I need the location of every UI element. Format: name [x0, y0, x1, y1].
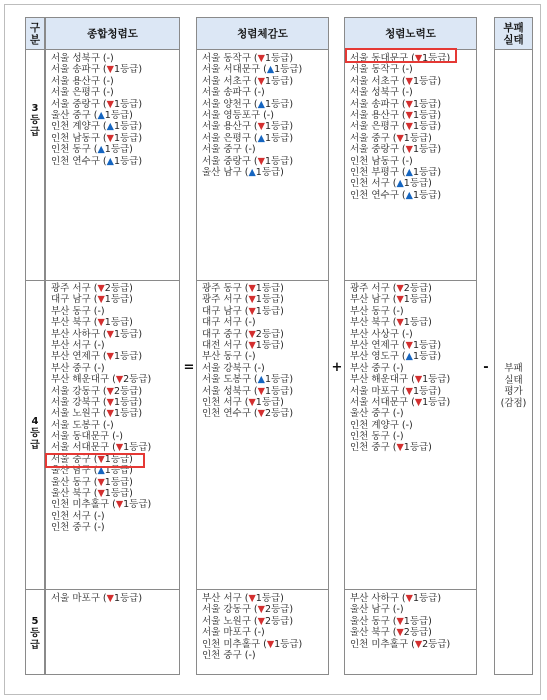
corruption-status-header-text: 부패 실태 [503, 21, 524, 46]
region-item: 인천 서구 (▼1등급) [202, 396, 284, 408]
region-item: 서울 성북구 (-) [51, 53, 114, 64]
region-item: 서울 마포구 (-) [202, 627, 265, 639]
down-arrow-icon: ▼ [106, 408, 114, 420]
down-arrow-icon: ▼ [257, 385, 265, 397]
down-arrow-icon: ▼ [248, 396, 256, 408]
down-arrow-icon: ▼ [97, 317, 105, 329]
region-item: 부산 동구 (-) [51, 305, 105, 317]
region-item: 인천 중구 (▼1등급) [350, 442, 432, 454]
down-arrow-icon: ▼ [257, 408, 265, 420]
region-item: 광주 서구 (▼2등급) [350, 283, 432, 294]
region-item: 서울 성북구 (▼1등급) [202, 385, 294, 397]
corruption-status-column [494, 17, 533, 675]
region-item: 서울 서초구 (▼1등급) [350, 75, 442, 87]
region-item: 인천 중구 (-) [51, 522, 105, 534]
up-arrow-icon: ▲ [257, 374, 265, 386]
down-arrow-icon: ▼ [405, 593, 413, 604]
region-item: 광주 동구 (▼1등급) [202, 283, 284, 294]
region-item: 서울 동대문구 (▼1등급) [350, 53, 451, 64]
down-arrow-icon: ▼ [115, 499, 124, 511]
region-item: 대구 남구 (▼1등급) [51, 294, 133, 306]
minus-operator: - [483, 360, 489, 375]
region-item: 울산 동구 (▼1등급) [51, 476, 133, 488]
up-arrow-icon: ▲ [266, 64, 275, 76]
col1-grade5-list [46, 593, 179, 604]
up-arrow-icon: ▲ [257, 98, 265, 110]
region-item: 인천 미추홀구 (▼2등급) [350, 638, 451, 650]
down-arrow-icon: ▼ [106, 385, 114, 397]
region-item: 인천 서구 (▲1등급) [350, 178, 432, 190]
region-item: 부산 영도구 (▲1등급) [350, 351, 442, 363]
down-arrow-icon: ▼ [257, 604, 265, 616]
grade-column [25, 17, 45, 675]
region-item: 서울 서대문구 (▼1등급) [51, 442, 152, 454]
down-arrow-icon: ▼ [414, 53, 423, 64]
down-arrow-icon: ▼ [97, 488, 105, 500]
down-arrow-icon: ▼ [396, 627, 404, 639]
down-arrow-icon: ▼ [248, 294, 256, 306]
region-item: 부산 연제구 (▼1등급) [350, 339, 442, 351]
col2-divider-3-4 [197, 280, 328, 281]
grade-column-header-text: 구 분 [29, 21, 41, 46]
down-arrow-icon: ▼ [414, 396, 423, 408]
up-arrow-icon: ▲ [97, 144, 105, 156]
region-item: 서울 중구 (-) [202, 144, 256, 156]
region-item: 부산 동구 (-) [350, 305, 404, 317]
down-arrow-icon: ▼ [248, 328, 256, 340]
down-arrow-icon: ▼ [396, 317, 404, 329]
region-item: 서울 중구 (▼1등급) [350, 132, 432, 144]
region-item: 부산 해운대구 (▼2등급) [51, 374, 152, 386]
down-arrow-icon: ▼ [97, 283, 105, 294]
down-arrow-icon: ▼ [257, 615, 265, 627]
col3-grade5-list [345, 593, 476, 650]
region-item: 울산 동구 (▼1등급) [350, 615, 432, 627]
col2-grade4-list [197, 283, 328, 420]
region-item: 울산 중구 (▲1등급) [51, 109, 133, 121]
region-item: 인천 중구 (-) [202, 649, 256, 661]
col2-grade3-list [197, 53, 328, 178]
region-item: 광주 서구 (▼1등급) [202, 294, 284, 306]
region-item: 서울 서초구 (▼1등급) [202, 75, 294, 87]
down-arrow-icon: ▼ [248, 339, 256, 351]
region-item: 서울 중구 (▼1등급) [51, 453, 133, 465]
region-item: 인천 계양구 (▲1등급) [51, 121, 143, 133]
region-item: 서울 노원구 (▼1등급) [51, 408, 143, 420]
region-item: 부산 서구 (▼1등급) [202, 593, 284, 604]
region-item: 서울 마포구 (▼1등급) [350, 385, 442, 397]
region-item: 부산 중구 (-) [51, 362, 105, 374]
integrity-effort-column [344, 17, 477, 675]
region-item: 부산 북구 (▼1등급) [350, 317, 432, 329]
down-arrow-icon: ▼ [257, 155, 265, 167]
region-item: 울산 북구 (▼1등급) [51, 488, 133, 500]
down-arrow-icon: ▼ [248, 283, 256, 294]
region-item: 서울 중랑구 (▼1등급) [51, 98, 143, 110]
region-item: 서울 강동구 (▼2등급) [202, 604, 294, 616]
up-arrow-icon: ▲ [106, 155, 114, 167]
up-arrow-icon: ▲ [106, 121, 114, 133]
region-item: 부산 사하구 (▼1등급) [350, 593, 442, 604]
region-item: 서울 용산구 (▼1등급) [350, 109, 442, 121]
integrity-effort-header-text: 청렴노력도 [385, 27, 436, 40]
col1-grade4-list [46, 283, 179, 534]
region-item: 서울 송파구 (▼1등급) [350, 98, 442, 110]
corruption-status-header [495, 18, 532, 50]
down-arrow-icon: ▼ [414, 374, 423, 386]
down-arrow-icon: ▼ [106, 396, 114, 408]
region-item: 울산 남구 (▲1등급) [51, 465, 133, 477]
region-item: 서울 동작구 (-) [350, 64, 413, 76]
up-arrow-icon: ▲ [248, 166, 256, 178]
region-item: 울산 남구 (▲1등급) [202, 166, 284, 178]
region-item: 서울 강북구 (▼1등급) [51, 396, 143, 408]
region-item: 서울 도봉구 (-) [51, 419, 114, 431]
region-item: 대구 중구 (▼2등급) [202, 328, 284, 340]
region-item: 부산 해운대구 (▼1등급) [350, 374, 451, 386]
overall-integrity-header-text: 종합청렴도 [87, 27, 138, 40]
region-item: 울산 북구 (▼2등급) [350, 627, 432, 639]
overall-integrity-header [46, 18, 179, 50]
down-arrow-icon: ▼ [396, 283, 404, 294]
up-arrow-icon: ▲ [396, 178, 404, 190]
region-item: 서울 동작구 (▼1등급) [202, 53, 294, 64]
col3-divider-3-4 [345, 280, 476, 281]
down-arrow-icon: ▼ [97, 294, 105, 306]
up-arrow-icon: ▲ [97, 465, 105, 477]
grade-5-label: 5 등 급 [30, 616, 40, 651]
up-arrow-icon: ▲ [405, 351, 413, 363]
highlight-dongdaemun-effort [345, 48, 457, 63]
region-item: 인천 계양구 (-) [350, 419, 413, 431]
region-item: 서울 성북구 (-) [350, 87, 413, 99]
region-item: 인천 서구 (-) [51, 510, 105, 522]
col1-divider-4-5 [46, 589, 179, 590]
down-arrow-icon: ▼ [396, 442, 404, 454]
region-item: 인천 남동구 (-) [350, 155, 413, 167]
col3-divider-4-5 [345, 589, 476, 590]
region-item: 광주 서구 (▼2등급) [51, 283, 133, 294]
region-item: 부산 사하구 (▼1등급) [51, 328, 143, 340]
down-arrow-icon: ▼ [405, 121, 413, 133]
region-item: 울산 남구 (-) [350, 604, 404, 616]
down-arrow-icon: ▼ [106, 64, 114, 76]
down-arrow-icon: ▼ [115, 442, 124, 454]
down-arrow-icon: ▼ [248, 593, 256, 604]
region-item: 서울 중랑구 (▼1등급) [350, 144, 442, 156]
corruption-evaluation-text: 부패 실태 평가 (감점) [500, 363, 527, 409]
down-arrow-icon: ▼ [405, 339, 413, 351]
region-item: 서울 용산구 (▼1등급) [202, 121, 294, 133]
region-item: 서울 서대문구 (▼1등급) [350, 396, 451, 408]
up-arrow-icon: ▲ [97, 109, 105, 121]
down-arrow-icon: ▼ [97, 453, 105, 465]
down-arrow-icon: ▼ [396, 132, 404, 144]
down-arrow-icon: ▼ [106, 593, 114, 604]
region-item: 인천 연수구 (▲1등급) [350, 189, 442, 201]
region-item: 인천 남동구 (▼1등급) [51, 132, 143, 144]
region-item: 서울 중랑구 (▼1등급) [202, 155, 294, 167]
down-arrow-icon: ▼ [97, 476, 105, 488]
region-item: 대전 서구 (▼1등급) [202, 339, 284, 351]
down-arrow-icon: ▼ [106, 351, 114, 363]
region-item: 인천 부평구 (▲1등급) [350, 166, 442, 178]
region-item: 서울 은평구 (▼1등급) [350, 121, 442, 133]
region-item: 인천 미추홀구 (▼1등급) [51, 499, 152, 511]
region-item: 울산 중구 (-) [350, 408, 404, 420]
col1-grade3-list [46, 53, 179, 167]
perceived-integrity-header-text: 청렴체감도 [237, 27, 288, 40]
down-arrow-icon: ▼ [396, 615, 404, 627]
down-arrow-icon: ▼ [405, 109, 413, 121]
region-item: 인천 연수구 (▲1등급) [51, 155, 143, 167]
col2-divider-4-5 [197, 589, 328, 590]
equals-operator: = [183, 360, 195, 375]
col3-grade3-list [345, 53, 476, 201]
down-arrow-icon: ▼ [257, 53, 265, 64]
region-item: 부산 중구 (-) [350, 362, 404, 374]
down-arrow-icon: ▼ [257, 121, 265, 133]
region-item: 인천 동구 (-) [350, 431, 404, 443]
region-item: 서울 도봉구 (▲1등급) [202, 374, 294, 386]
col1-divider-3-4 [46, 280, 179, 281]
highlight-dongdaemun-overall [45, 453, 145, 468]
region-item: 서울 강동구 (▼2등급) [51, 385, 143, 397]
down-arrow-icon: ▼ [405, 98, 413, 110]
region-item: 서울 송파구 (-) [202, 87, 265, 99]
region-item: 서울 마포구 (▼1등급) [51, 593, 143, 604]
grade-3-label: 3 등 급 [30, 103, 40, 138]
region-item: 서울 송파구 (▼1등급) [51, 64, 143, 76]
up-arrow-icon: ▲ [257, 132, 265, 144]
region-item: 서울 영등포구 (-) [202, 109, 274, 121]
down-arrow-icon: ▼ [106, 132, 114, 144]
down-arrow-icon: ▼ [248, 305, 256, 317]
region-item: 서울 노원구 (▼2등급) [202, 615, 294, 627]
region-item: 서울 동대문구 (-) [51, 431, 123, 443]
region-item: 부산 북구 (▼1등급) [51, 317, 133, 329]
down-arrow-icon: ▼ [115, 374, 124, 386]
down-arrow-icon: ▼ [266, 638, 275, 650]
integrity-effort-header [345, 18, 476, 50]
up-arrow-icon: ▲ [405, 166, 413, 178]
down-arrow-icon: ▼ [106, 328, 114, 340]
region-item: 인천 동구 (▲1등급) [51, 144, 133, 156]
perceived-integrity-column [196, 17, 329, 675]
down-arrow-icon: ▼ [106, 98, 114, 110]
down-arrow-icon: ▼ [414, 638, 423, 650]
region-item: 부산 사상구 (-) [350, 328, 413, 340]
down-arrow-icon: ▼ [405, 75, 413, 87]
down-arrow-icon: ▼ [405, 144, 413, 156]
up-arrow-icon: ▲ [405, 189, 413, 201]
region-item: 서울 양천구 (▲1등급) [202, 98, 294, 110]
region-item: 부산 연제구 (▼1등급) [51, 351, 143, 363]
region-item: 서울 용산구 (-) [51, 75, 114, 87]
region-item: 대구 남구 (▼1등급) [202, 305, 284, 317]
overall-integrity-column [45, 17, 180, 675]
down-arrow-icon: ▼ [396, 294, 404, 306]
grade-divider-4-5 [26, 589, 44, 590]
region-item: 서울 강북구 (-) [202, 362, 265, 374]
region-item: 인천 연수구 (▼2등급) [202, 408, 294, 420]
col2-grade5-list [197, 593, 328, 661]
down-arrow-icon: ▼ [257, 75, 265, 87]
region-item: 부산 동구 (-) [202, 351, 256, 363]
grade-divider-3-4 [26, 280, 44, 281]
col3-grade4-list [345, 283, 476, 454]
region-item: 서울 은평구 (▲1등급) [202, 132, 294, 144]
grade-column-header [26, 18, 44, 50]
down-arrow-icon: ▼ [405, 385, 413, 397]
region-item: 서울 은평구 (-) [51, 87, 114, 99]
grade-4-label: 4 등 급 [30, 416, 40, 451]
region-item: 서울 서대문구 (▲1등급) [202, 64, 303, 76]
perceived-integrity-header [197, 18, 328, 50]
region-item: 부산 남구 (▼1등급) [350, 294, 432, 306]
region-item: 인천 미추홀구 (▼1등급) [202, 638, 303, 650]
plus-operator: + [331, 360, 343, 375]
region-item: 대구 서구 (-) [202, 317, 256, 329]
region-item: 부산 서구 (-) [51, 339, 105, 351]
